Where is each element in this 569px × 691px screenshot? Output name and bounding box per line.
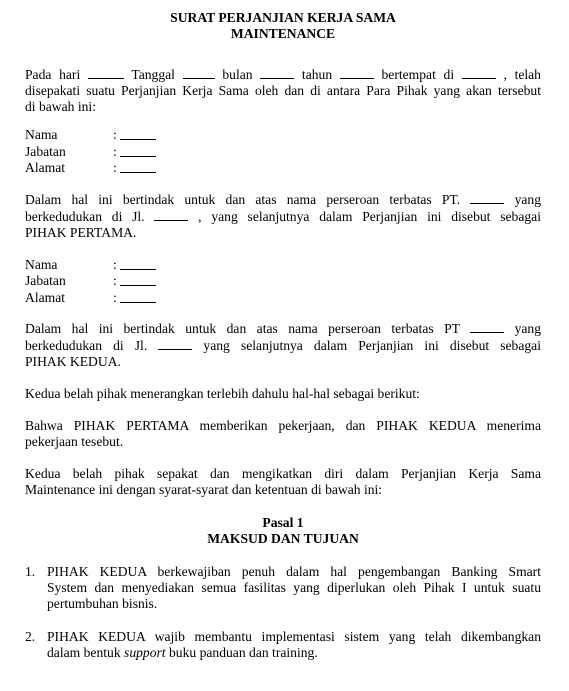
item1-line3: pertumbuhan bisnis. (47, 596, 158, 611)
party1-nama-blank (120, 127, 156, 140)
item1-line1: PIHAK KEDUA berkewajiban penuh dalam hal pengembangan Banking Smart (47, 564, 541, 579)
party2-paragraph (25, 320, 541, 370)
party2-line2 (25, 337, 541, 354)
word-tanggal: Tanggal (131, 67, 175, 82)
list-item-body (47, 629, 541, 661)
party2-alamat-blank (120, 290, 156, 303)
party1-line1 (25, 191, 541, 208)
opening-line3: di bawah ini: (25, 99, 96, 114)
document-page (25, 10, 541, 661)
recital1-line2: pekerjaan tesebut. (25, 434, 124, 449)
party1-line2 (25, 208, 541, 225)
party2-line1 (25, 320, 541, 337)
party1-paragraph (25, 191, 541, 241)
party2-jabatan-row (25, 273, 541, 290)
party2-alamat-label: Alamat (25, 289, 66, 305)
party2-line2-text-b: yang selanjutnya dalam Perjanjian ini disebut sebagai (203, 338, 541, 353)
party2-pt-blank (470, 320, 504, 333)
recital1-paragraph (25, 418, 541, 450)
opening-paragraph (25, 66, 541, 115)
list-item (25, 564, 541, 612)
party1-nama-colon: : (113, 127, 117, 142)
recital2-line2: Maintenance ini dengan syarat-syarat dan ketentuan di bawah ini: (25, 482, 383, 497)
opening-line1 (25, 66, 541, 83)
item1-line2: System dan menyediakan semua fasilitas yang diperlukan oleh Pihak I untuk suatu (47, 580, 541, 595)
party2-nama-label: Nama (25, 256, 58, 272)
party2-line1-text: Dalam hal ini bertindak untuk dan atas nama perseroan terbatas PT (25, 321, 460, 336)
word-bertempat-di: bertempat di (381, 67, 455, 82)
party1-jabatan-blank (120, 144, 156, 157)
item2-line2-text-b: buku panduan dan training. (168, 645, 318, 660)
blank-hari (88, 66, 124, 79)
item2-line1: PIHAK KEDUA wajib membantu implementasi sistem yang telah dikembangkan (47, 629, 541, 644)
blank-tempat (462, 66, 496, 79)
party1-nama-label: Nama (25, 127, 58, 142)
statement-paragraph: Kedua belah pihak menerangkan terlebih dahulu hal-hal sebagai berikut: (25, 386, 420, 401)
party2-nama-row (25, 257, 541, 274)
party2-alamat-colon: : (113, 289, 117, 305)
word-telah: , telah (503, 67, 541, 82)
word-bulan: bulan (222, 67, 253, 82)
recital1-line1: Bahwa PIHAK PERTAMA memberikan pekerjaan, dan PIHAK KEDUA menerima (25, 418, 541, 433)
party1-pt-blank (470, 191, 504, 204)
party2-nama-blank (120, 257, 156, 270)
party1-jabatan-row (25, 144, 541, 161)
party1-line2-text-a: berkedudukan di Jl. (25, 208, 145, 224)
item2-support-word: support (124, 645, 166, 660)
pasal-title: MAKSUD DAN TUJUAN (207, 531, 359, 546)
list-item-number: 1. (25, 564, 36, 579)
party1-identity (25, 127, 541, 177)
party1-jl-blank (154, 208, 188, 221)
party1-jabatan-label: Jabatan (25, 143, 66, 159)
recital2-line1: Kedua belah pihak sepakat dan mengikatkan diri dalam Perjanjian Kerja Sama (25, 466, 541, 481)
party1-line1-yang: yang (514, 191, 542, 207)
opening-line2: disepakati suatu Perjanjian Kerja Sama oleh dan di antara Para Pihak yang akan tersebut (25, 83, 541, 98)
item2-line2 (47, 645, 541, 661)
blank-tanggal (183, 66, 215, 79)
party2-line1-yang: yang (514, 321, 541, 336)
item2-line2-text-a: dalam bentuk (47, 645, 121, 660)
party2-alamat-row (25, 290, 541, 307)
list-item (25, 629, 541, 661)
party2-jabatan-label: Jabatan (25, 273, 66, 288)
blank-tahun (340, 66, 374, 79)
blank-bulan (260, 66, 294, 79)
party1-alamat-blank (120, 160, 156, 173)
pasal-number: Pasal 1 (262, 515, 304, 530)
party2-nama-colon: : (113, 256, 117, 272)
party1-alamat-row (25, 160, 541, 177)
party2-identity (25, 257, 541, 307)
party1-alamat-colon: : (113, 160, 117, 175)
document-title-line2: MAINTENANCE (230, 26, 336, 41)
document-title-line1: SURAT PERJANJIAN KERJA SAMA (170, 10, 396, 25)
party1-line2-text-b: , yang selanjutnya dalam Perjanjian ini disebut sebagai (198, 208, 541, 224)
party1-jabatan-colon: : (113, 143, 117, 159)
party2-line3: PIHAK KEDUA. (25, 354, 121, 369)
word-tahun: tahun (301, 67, 333, 82)
party2-jabatan-colon: : (113, 273, 117, 288)
party1-line1-text: Dalam hal ini bertindak untuk dan atas nama perseroan terbatas PT. (25, 191, 461, 207)
word-pada-hari: Pada hari (25, 67, 81, 82)
party1-line3: PIHAK PERTAMA. (25, 224, 137, 240)
list-item-number: 2. (25, 629, 36, 644)
recital2-paragraph (25, 466, 541, 498)
party1-nama-row (25, 127, 541, 144)
list-item-body (47, 564, 541, 612)
party1-alamat-label: Alamat (25, 160, 66, 175)
pasal-heading (25, 515, 541, 547)
party2-line2-text-a: berkedudukan di Jl. (25, 338, 148, 353)
party2-jabatan-blank (120, 273, 156, 286)
party2-jl-blank (158, 337, 192, 350)
